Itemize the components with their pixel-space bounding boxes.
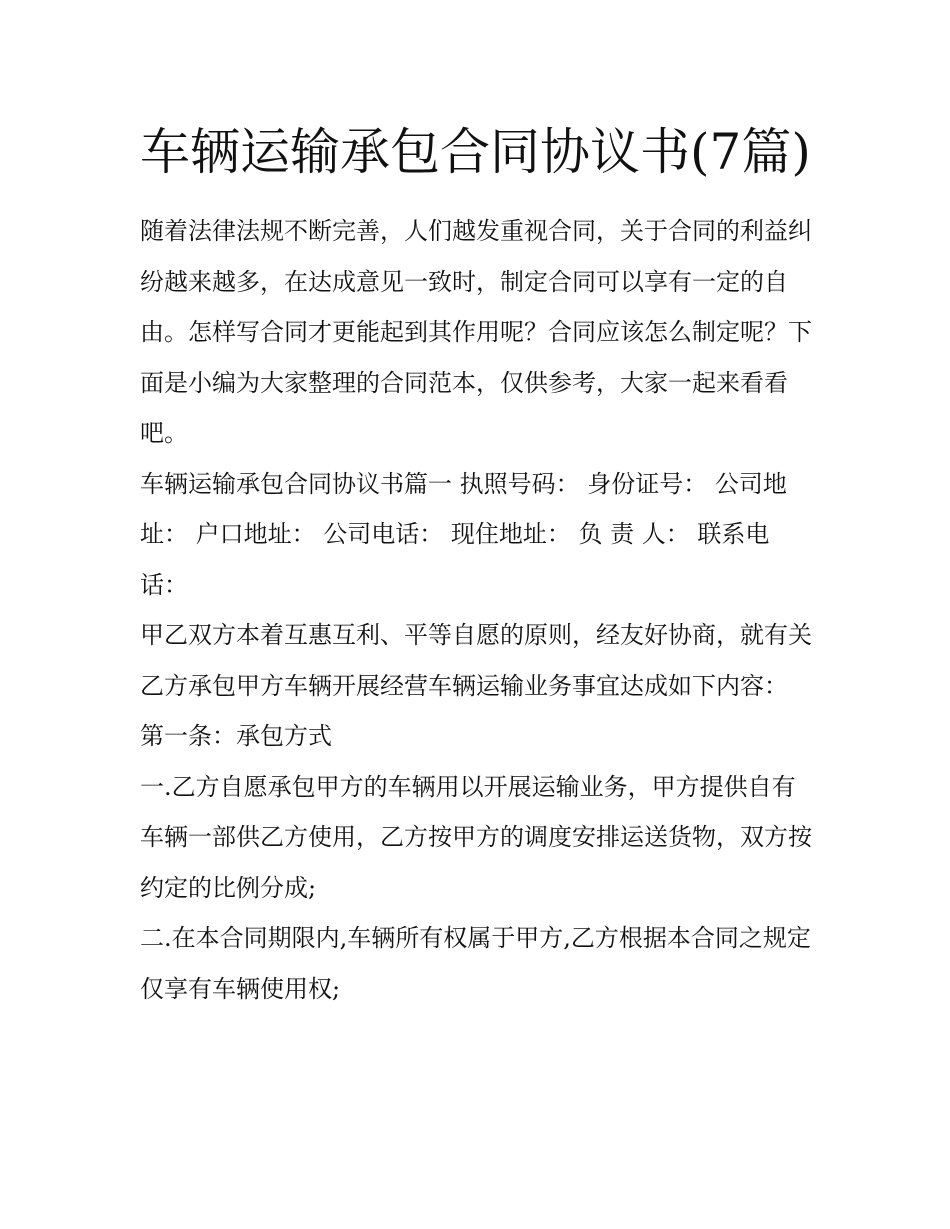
party-info-paragraph: 车辆运输承包合同协议书篇一 执照号码： 身份证号： 公司地址： 户口地址： 公司电话： 现住地址： 负 责 人： 联系电话： (140, 469, 787, 599)
document-title: 车辆运输承包合同协议书(7篇) (140, 123, 811, 181)
agreement-paragraph: 甲乙双方本着互惠互利、平等自愿的原则，经友好协商，就有关乙方承包甲方车辆开展经营车辆运输业务事宜达成如下内容： 第一条：承包方式 (140, 621, 812, 750)
clause-one-paragraph: 一.乙方自愿承包甲方的车辆用以开展运输业务，甲方提供自有车辆一部供乙方使用，乙方按甲方的调度安排运送货物，双方按约定的比例分成; (140, 772, 812, 902)
document-body (140, 112, 812, 1014)
intro-paragraph: 随着法律法规不断完善，人们越发重视合同，关于合同的利益纠纷越来越多，在达成意见一致时，制定合同可以享有一定的自由。怎样写合同才更能起到其作用呢？合同应该怎么制定呢？下面是小编为大家整理的合同范本，仅供参考，大家一起来看看吧。 (140, 217, 812, 447)
clause-two-paragraph: 二.在本合同期限内,车辆所有权属于甲方,乙方根据本合同之规定仅享有车辆使用权; (140, 924, 811, 1003)
